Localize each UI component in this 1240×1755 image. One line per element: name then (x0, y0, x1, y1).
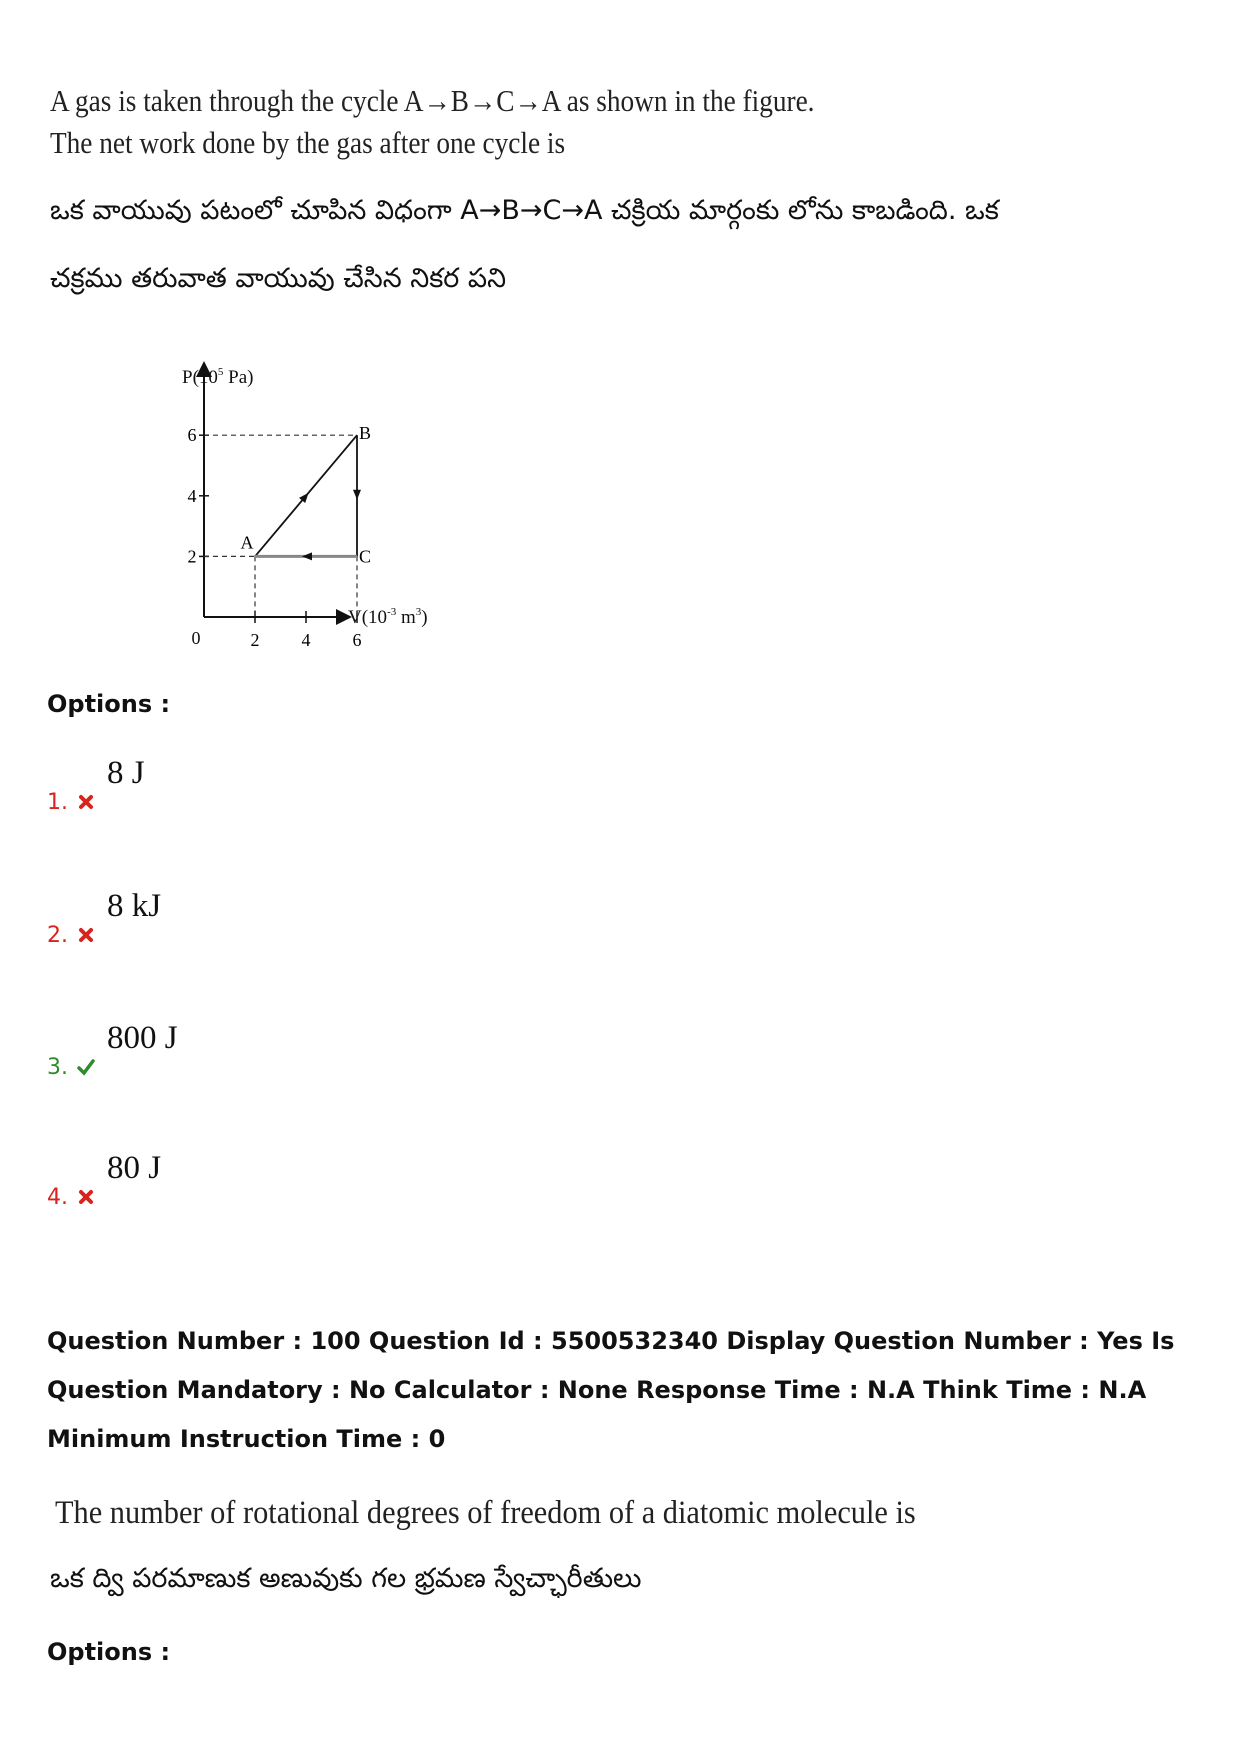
pv-diagram (160, 355, 490, 655)
question2-text-telugu: ఒక ద్వి పరమాణుక అణువుకు గల భ్రమణ స్వేచ్ఛారీతులు (50, 1563, 642, 1594)
y-tick-label: 2 (187, 546, 197, 567)
x-tick-label: 4 (301, 630, 311, 650)
x-tick-label: 2 (250, 630, 260, 650)
question-meta: Question Number : 100 Question Id : 5500532340 Display Question Number : Yes Is Question Mandatory : No Calculator : None Response Time : N.A Think Time : N.A Minimum Instruction Time : 0 (47, 1327, 1175, 1453)
option-value: 8 J (107, 755, 145, 791)
path-b-to-c-arrow (353, 490, 361, 500)
path-c-to-a-arrow (302, 552, 312, 560)
option-2[interactable] (47, 888, 447, 948)
question2-text-english: The number of rotational degrees of freedom of a diatomic molecule is (55, 1495, 916, 1531)
y-tick-label: 4 (187, 485, 197, 506)
option-value: 8 kJ (107, 888, 162, 924)
y-axis-label: $P(10^5$ Pa) (182, 366, 254, 388)
option-value: 80 J (107, 1150, 162, 1186)
option-3[interactable] (47, 1020, 447, 1080)
cross-icon (77, 1188, 95, 1206)
option-number: 2. (47, 923, 68, 948)
option-number: 4. (47, 1185, 68, 1210)
question2-options-heading: Options : (47, 1638, 171, 1666)
point-label-b: B (358, 423, 372, 444)
y-tick-label: 6 (187, 425, 197, 446)
cross-icon (77, 793, 95, 811)
origin-label: 0 (191, 628, 201, 648)
check-icon (77, 1058, 95, 1076)
point-label-c: C (358, 546, 372, 567)
x-axis-label: $V(10^{-3}$ $m^3$) (348, 606, 428, 628)
question-text-telugu-line2: చక్రము తరువాత వాయువు చేసిన నికర పని (50, 263, 507, 294)
cross-icon (77, 926, 95, 944)
option-number: 1. (47, 790, 68, 815)
option-1[interactable] (47, 755, 447, 815)
option-value: 800 J (107, 1020, 178, 1056)
options-heading: Options : (47, 690, 171, 718)
option-4[interactable] (47, 1150, 447, 1210)
question-text-english: A gas is taken through the cycle A→B→C→A as shown in the figure. The net work done by the gas after one cycle is (50, 83, 815, 160)
point-label-a: A (240, 532, 254, 553)
option-number: 3. (47, 1055, 68, 1080)
x-tick-label: 6 (352, 630, 362, 650)
question-text-telugu-line1: ఒక వాయువు పటంలో చూపిన విధంగా A→B→C→A చక్రియ మార్గంకు లోను కాబడింది. ఒక (50, 195, 999, 226)
